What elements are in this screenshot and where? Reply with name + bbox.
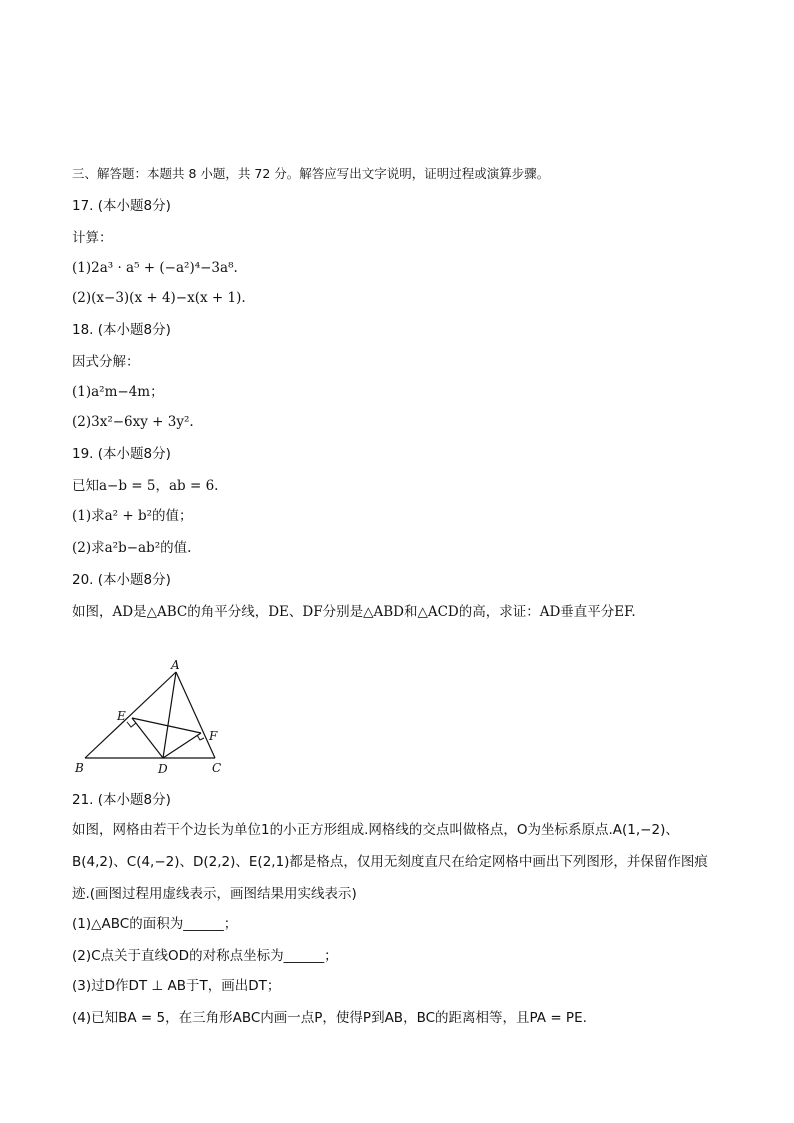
label-C: C xyxy=(212,761,222,775)
segment-DF xyxy=(163,733,201,758)
q21-header: 21. (本小题8分) xyxy=(72,792,171,808)
q21-intro-line1: 如图，网格由若干个边长为单位1的小正方形组成.网格线的交点叫做格点，O为坐标系原点.A(1,−2)、 xyxy=(72,822,679,838)
right-angle-mark-F xyxy=(197,735,204,740)
q21-intro-line3: 迹.(画图过程用虚线表示，画图结果用实线表示) xyxy=(72,886,357,902)
q18-prompt: 因式分解： xyxy=(72,354,140,370)
q17-header: 17. (本小题8分) xyxy=(72,198,171,214)
q21-part2: (2)C点关于直线OD的对称点坐标为______； xyxy=(72,948,338,964)
q19-prompt: 已知a−b = 5，ab = 6. xyxy=(72,478,219,494)
label-A: A xyxy=(171,658,180,672)
q18-part2: (2)3x²−6xy + 3y². xyxy=(72,414,194,430)
q21-part1: (1)△ABC的面积为______； xyxy=(72,916,238,932)
q18-header: 18. (本小题8分) xyxy=(72,322,171,338)
q19-part1: (1)求a² + b²的值； xyxy=(72,508,193,524)
q17-part1: (1)2a³ · a⁵ + (−a²)⁴−3a⁸. xyxy=(72,260,238,276)
label-F: F xyxy=(209,729,218,743)
triangle-figure xyxy=(70,660,230,782)
q19-part2: (2)求a²b−ab²的值. xyxy=(72,540,192,556)
q21-intro-line2: B(4,2)、C(4,−2)、D(2,2)、E(2,1)都是格点，仅用无刻度直尺在给定网格中画出下列图形，并保留作图痕 xyxy=(72,854,708,870)
q20-header: 20. (本小题8分) xyxy=(72,572,171,588)
q18-part1: (1)a²m−4m； xyxy=(72,384,164,400)
label-D: D xyxy=(158,762,168,776)
label-B: B xyxy=(75,761,84,775)
label-E: E xyxy=(117,709,126,723)
right-angle-mark-E xyxy=(127,722,136,727)
q17-prompt: 计算： xyxy=(72,230,113,246)
section-title: 三、解答题：本题共 8 小题，共 72 分。解答应写出文字说明，证明过程或演算步骤。 xyxy=(72,166,550,181)
q20-prompt: 如图，AD是△ABC的角平分线，DE、DF分别是△ABD和△ACD的高，求证：AD垂直平分EF. xyxy=(72,604,636,620)
triangle-diagram xyxy=(70,660,230,782)
q17-part2: (2)(x−3)(x + 4)−x(x + 1). xyxy=(72,290,246,306)
q21-part3: (3)过D作DT ⊥ AB于T，画出DT； xyxy=(72,978,281,994)
q19-header: 19. (本小题8分) xyxy=(72,446,171,462)
q21-part4: (4)已知BA = 5，在三角形ABC内画一点P，使得P到AB，BC的距离相等，且PA = PE. xyxy=(72,1010,587,1026)
segment-AD xyxy=(163,672,176,758)
segment-BA xyxy=(85,672,176,758)
